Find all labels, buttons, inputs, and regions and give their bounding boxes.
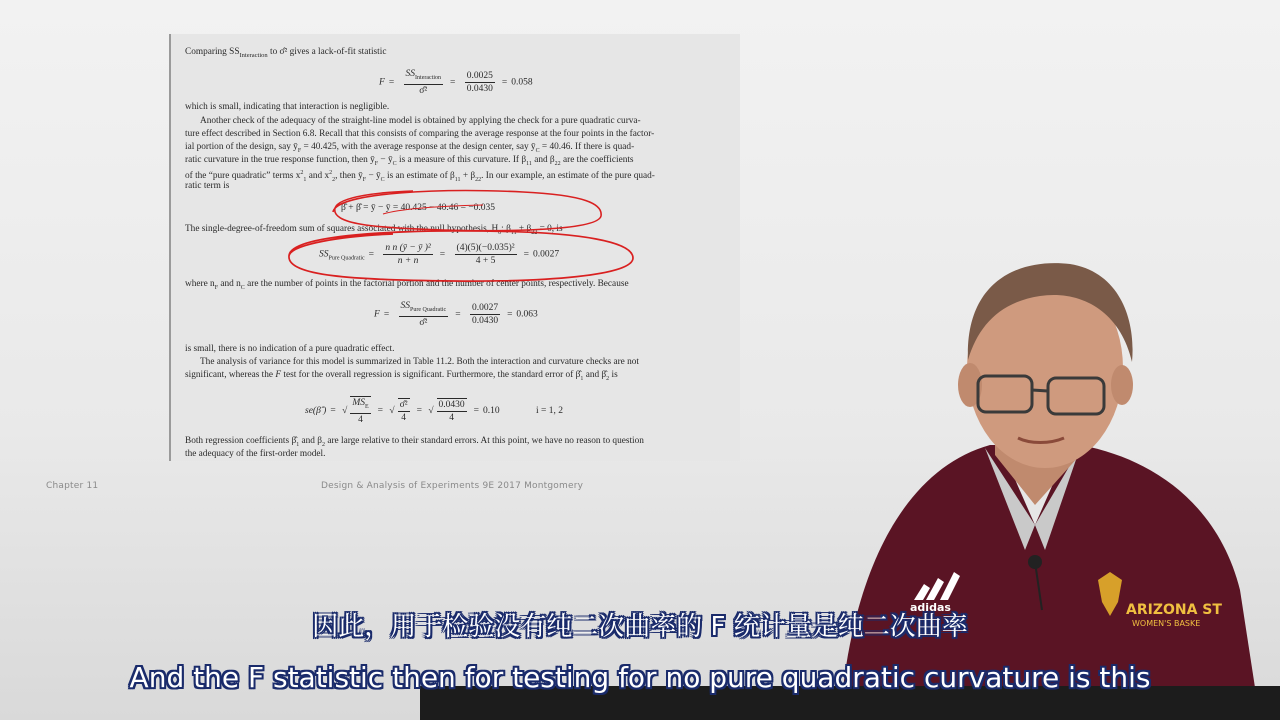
text-line: ratic curvature in the true response function, then $ȳ_F$ − $ȳ_C$ is a measure of this curvature. If $\beta_{11}$ and $\beta_{22}$ are the coefficients (185, 155, 634, 167)
equation-lack-of-fit: F = $\frac{SS_{Interaction}}{\text{σ̂²}}$ = $\frac{0.0025}{0.0430}$ = 0.058 (379, 69, 533, 96)
equation-pure-quadratic-estimate: β̂ + β̂ = ȳ − ȳ = 40.425 − 40.46 = −0.035 (341, 203, 496, 213)
svg-text:adidas: adidas (910, 601, 951, 614)
equation-f-statistic: F = $\frac{SS_{Pure Quadratic}}{\text{σ̂²}}$ = $\frac{0.0027}{0.0430}$ = 0.063 (374, 301, 538, 328)
presenter (780, 250, 1280, 720)
text-line: ratic term is (185, 181, 230, 191)
equation-standard-error: se(β̂ ) = √ $\frac{MS_E}{4}$ = √ $\frac{\text{σ̂²}}{4}$ = √ $\frac{0.0430}{4}$ = 0.10 i = 1, 2 (305, 398, 564, 425)
svg-text:ARIZONA ST: ARIZONA ST (1126, 602, 1222, 618)
slide-chapter-label: Chapter 11 (46, 481, 99, 491)
text-line: where $n_F$ and $n_C$ are the number of points in the factorial portion and the number of center points, respectively. Because (185, 279, 629, 291)
text-line: The analysis of variance for this model is summarized in Table 11.2. Both the interaction and curvature checks are not (200, 357, 640, 367)
annotation-circle-ss (283, 224, 639, 286)
text-line: the adequacy of the first-order model. (185, 449, 326, 459)
text-line: Comparing $SS_{Interaction}$ to σ̂² gives a lack-of-fit statistic (185, 47, 387, 59)
svg-text:WOMEN'S BASKE: WOMEN'S BASKE (1132, 619, 1201, 628)
text-line: Another check of the adequacy of the straight-line model is obtained by applying the check for a pure quadratic curva- (200, 116, 641, 126)
text-line: The single-degree-of-freedom sum of squares associated with the null hypothesis, $H_0$: $\beta_{11} + \beta_{22} = 0$, is (185, 224, 563, 236)
text-line: significant, whereas the F test for the overall regression is significant. Furthermore, the standard error of $\betâ_1$ and $\betâ_2$ is (185, 370, 618, 382)
text-line: Both regression coefficients $\betâ_1$ and $\beta_2$ are large relative to their standard errors. At this point, we have no reason to question (185, 436, 644, 448)
text-line: ture effect described in Section 6.8. Recall that this consists of comparing the average response at the four points in the factor- (185, 129, 655, 139)
equation-ss-pure-quadratic: $SS_{Pure Quadratic}$ = $\frac{\text{n n (ȳ − ȳ )²}}{n + n}$ = $\frac{\text{(4)(5)(−0.035)²}}{4 + 5}$ = 0.0027 (319, 243, 560, 266)
text-line: which is small, indicating that interaction is negligible. (185, 102, 390, 112)
slide-source-label: Design & Analysis of Experiments 9E 2017 Montgomery (321, 481, 584, 491)
text-line: ial portion of the design, say $ȳ_F = 40.425$, with the average response at the design center, say $ȳ_C = 40.46$. If there is quad- (185, 142, 635, 154)
subtitle-chinese: 因此，用于检验没有纯二次曲率的 F 统计量是纯二次曲率 (312, 612, 968, 642)
subtitle-english: And the F statistic then for testing for no pure quadratic curvature is this (129, 661, 1151, 694)
textbook-page (169, 34, 740, 461)
text-line: is small, there is no indication of a pure quadratic effect. (185, 344, 395, 354)
text-line: of the “pure quadratic” terms $x^2_1$ and $x^2_2$, then $ȳ_F$ − $ȳ_C$ is an estimate of $\beta_{11} + \beta_{22}$. In our example, an estimate of the pure quad- (185, 170, 655, 183)
